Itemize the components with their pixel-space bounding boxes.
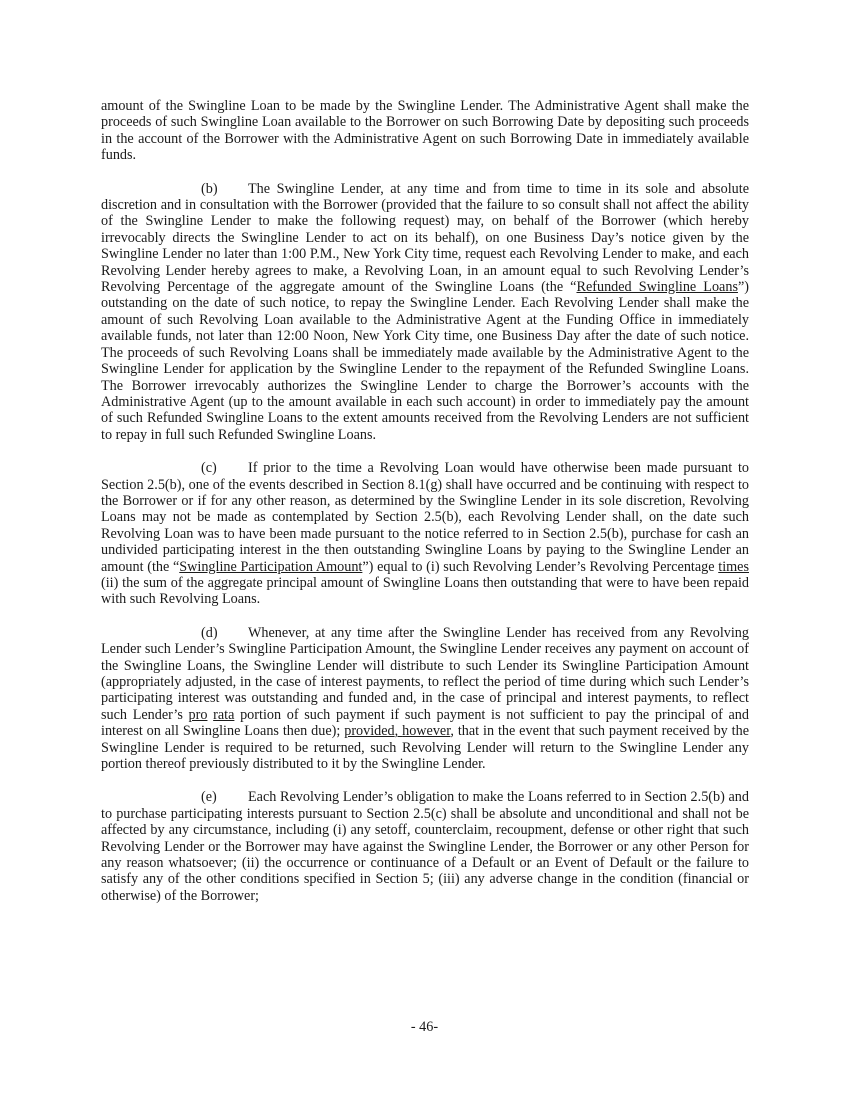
paragraph-d: (d) Whenever, at any time after the Swingline Lender has received from any Revolving Lender such Lender’s Swingline Participation Amount, the Swingline Lender receives any payment on account of the Swingline Loans, the Swingline Lender will distribute to such Lender its Swingline Participation Amount (appropriately adjusted, in the case of interest payments, to reflect the period of time during which such Lender’s participating interest was outstanding and funded and, in the case of principal and interest payments, to reflect such Lender’s pro rata portion of such payment if such payment is not sufficient to pay the principal of and interest on all Swingline Loans then due); provided, however, that in the event that such payment received by the Swingline Lender is required to be returned, such Revolving Lender will return to the Swingline Lender any portion thereof previously distributed to it by the Swingline Lender.	[101, 624, 750, 773]
paragraph-b-text-1: The Swingline Lender, at any time and from time to time in its sole and absolute discretion and in consultation with the Borrower (provided that the failure to so consult shall not affect the ability of the Swingline Lender to make the following request) may, on behalf of the Borrower (which hereby irrevocably directs the Swingline Lender to act on its behalf), on one Business Day’s notice given by the Swingline Lender no later than 1:00 P.M., New York City time, request each Revolving Lender to make, and each Revolving Lender hereby agrees to make, a Revolving Loan, in an amount equal to such Revolving Lender’s Revolving Percentage of the aggregate amount of the Swingline Loans (the “	[101, 180, 749, 296]
emphasis-provided: provided	[344, 723, 395, 740]
paragraph-c-text-1: If prior to the time a Revolving Loan would have otherwise been made pursuant to Section 2.5(b), one of the events described in Section 8.1(g) shall have occurred and be continuing with respect to the Borrower or if for any other reason, as determined by the Swingline Lender in its sole discretion, Revolving Loans may not be made as contemplated by Section 2.5(b), each Revolving Lender shall, on the date such Revolving Loan was to have been made pursuant to the notice referred to in Section 2.5(b), purchase for cash an undivided participating interest in the then outstanding Swingline Loans by paying to the Swingline Lender an amount (the “	[101, 460, 749, 575]
paragraph-c-label: (c)	[201, 460, 217, 477]
paragraph-b-text-2: ”) outstanding on the date of such notice, to repay the Swingline Lender. Each Revolving Lender shall make the amount of such Revolving Loan available to the Administrative Agent at the Funding Office in immediately available funds, not later than 12:00 Noon, New York City time, one Business Day after the date of such notice. The proceeds of such Revolving Loans shall be immediately made available by the Administrative Agent to the Swingline Lender for application by the Swingline Lender to the repayment of the Refunded Swingline Loans. The Borrower irrevocably authorizes the Swingline Lender to charge the Borrower’s accounts with the Administrative Agent (up to the amount available in each such account) in order to immediately pay the amount of such Refunded Swingline Loans to the extent amounts received from the Revolving Lenders are not sufficient to repay in full such Refunded Swingline Loans.	[101, 279, 749, 443]
paragraph-e-label: (e)	[201, 789, 217, 806]
emphasis-times: times	[718, 558, 749, 575]
defined-term-refunded-swingline-loans: Refunded Swingline Loans	[576, 279, 738, 296]
paragraph-c	[101, 460, 749, 608]
paragraph-d-text-1: Whenever, at any time after the Swingline Lender has received from any Revolving Lender such Lender’s Swingline Participation Amount, the Swingline Lender receives any payment on account of the Swingline Loans, the Swingline Lender will distribute to such Lender its Swingline Participation Amount (appropriately adjusted, in the case of interest payments, to reflect the period of time during which such Lender’s participating interest was outstanding and funded and, in the case of principal and interest payments, to reflect such Lender’s	[101, 624, 749, 723]
paragraph-d-label: (d)	[201, 624, 218, 641]
paragraph-b	[101, 181, 749, 444]
page-number: - 46-	[410, 1019, 439, 1035]
paragraph-e	[101, 789, 749, 904]
paragraph-intro-text: amount of the Swingline Loan to be made by the Swingline Lender. The Administrative Agent shall make the proceeds of such Swingline Loan available to the Borrower on such Borrowing Date by depositing such proceeds in the account of the Borrower with the Administrative Agent on such Borrowing Date in immediately available funds.	[101, 98, 749, 164]
paragraph-e-text: Each Revolving Lender’s obligation to make the Loans referred to in Section 2.5(b) and to purchase participating interests pursuant to Section 2.5(c) shall be absolute and unconditional and shall not be affected by any circumstance, including (i) any setoff, counterclaim, recoupment, defense or other right that such Revolving Lender or the Borrower may have against the Swingline Lender, the Borrower or any other Person for any reason whatsoever; (ii) the occurrence or continuance of a Default or an Event of Default or the failure to satisfy any of the other conditions specified in Section 5; (iii) any adverse change in the condition (financial or otherwise) of the Borrower;	[101, 789, 749, 904]
paragraph-b-label: (b)	[201, 180, 218, 197]
emphasis-pro: pro	[188, 706, 208, 723]
document-page	[101, 98, 749, 921]
emphasis-however: however	[402, 723, 451, 740]
paragraph-c-text-3: (ii) the sum of the aggregate principal amount of Swingline Loans then outstanding that were to have been repaid with such Revolving Loans.	[101, 574, 749, 608]
emphasis-rata: rata	[213, 706, 235, 723]
paragraph-intro	[101, 98, 749, 164]
defined-term-swingline-participation-amount: Swingline Participation Amount	[179, 558, 363, 575]
paragraph-d-text-3: , that in the event that such payment received by the Swingline Lender is required to be returned, such Revolving Lender will return to the Swingline Lender any portion thereof previously distributed to it by the Swingline Lender.	[101, 723, 750, 773]
paragraph-c-text-2: ”) equal to (i) such Revolving Lender’s Revolving Percentage	[362, 558, 719, 575]
paragraph-d-text-2: portion of such payment if such payment is not sufficient to pay the principal of and interest on all Swingline Loans then due);	[101, 706, 749, 740]
